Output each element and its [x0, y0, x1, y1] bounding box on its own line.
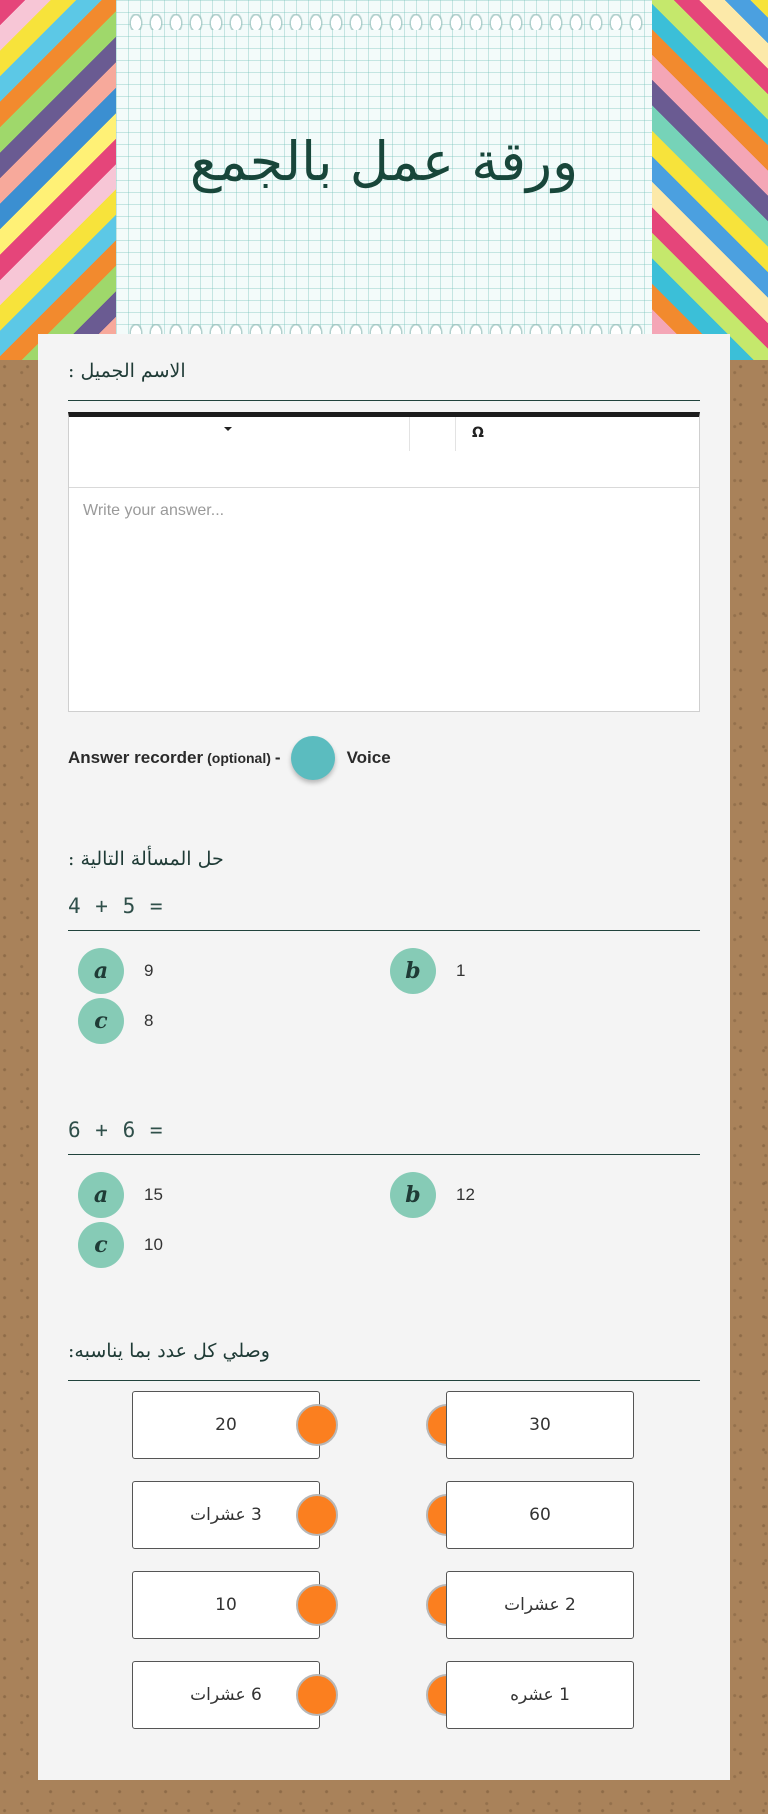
omega-icon[interactable]: Ω — [472, 425, 484, 441]
match-right-item[interactable]: 2 عشرات — [446, 1571, 634, 1639]
q2-option-a[interactable] — [78, 1172, 163, 1218]
answer-recorder — [68, 736, 391, 780]
option-text: 8 — [144, 1011, 154, 1030]
match-left-item[interactable]: 3 عشرات — [132, 1481, 320, 1549]
page-title: ورقة عمل بالجمع — [189, 130, 579, 193]
option-text: 12 — [456, 1185, 475, 1204]
match-left-connector[interactable] — [296, 1404, 338, 1446]
option-text: 10 — [144, 1235, 163, 1254]
chevron-pattern-left — [0, 0, 116, 360]
answer-input[interactable] — [69, 488, 699, 708]
header-banner — [0, 0, 768, 360]
q2-option-b[interactable] — [390, 1172, 475, 1218]
worksheet-card — [38, 334, 730, 1780]
recorder-dash: - — [274, 748, 281, 767]
match-left-item[interactable]: 10 — [132, 1571, 320, 1639]
match-right-item[interactable]: 30 — [446, 1391, 634, 1459]
match-left-connector[interactable] — [296, 1494, 338, 1536]
q2-divider — [68, 1154, 700, 1155]
option-letter-badge: a — [78, 948, 124, 994]
q2-equation: 6 + 6 = — [68, 1118, 164, 1142]
option-letter-badge: b — [390, 1172, 436, 1218]
match-left-item[interactable]: 20 — [132, 1391, 320, 1459]
matching-divider — [68, 1380, 700, 1381]
toolbar-divider — [455, 417, 456, 451]
recorder-optional: (optional) — [207, 750, 271, 766]
match-right-item[interactable]: 60 — [446, 1481, 634, 1549]
match-left-item[interactable]: 6 عشرات — [132, 1661, 320, 1729]
name-question-divider — [68, 400, 700, 401]
notebook-holes-top — [126, 14, 646, 30]
q1-instruction: حل المسألة التالية : — [68, 848, 224, 870]
editor-toolbar — [69, 417, 699, 488]
matching-instruction: وصلي كل عدد بما يناسبه: — [68, 1340, 270, 1362]
option-letter-badge: b — [390, 948, 436, 994]
chevron-pattern-right — [652, 0, 768, 360]
option-letter-badge: a — [78, 1172, 124, 1218]
option-text: 15 — [144, 1185, 163, 1204]
match-left-connector[interactable] — [296, 1584, 338, 1626]
caret-down-icon — [224, 427, 232, 431]
option-letter-badge: c — [78, 998, 124, 1044]
option-text: 1 — [456, 961, 466, 980]
name-question-label: الاسم الجميل : — [68, 360, 186, 382]
match-left-connector[interactable] — [296, 1674, 338, 1716]
match-right-item[interactable]: 1 عشره — [446, 1661, 634, 1729]
q1-option-c[interactable] — [78, 998, 153, 1044]
q2-option-c[interactable] — [78, 1222, 163, 1268]
q1-equation: 4 + 5 = — [68, 894, 164, 918]
q1-option-a[interactable] — [78, 948, 153, 994]
recorder-label: Answer recorder — [68, 748, 204, 767]
voice-label: Voice — [346, 748, 391, 767]
q1-option-b[interactable] — [390, 948, 465, 994]
answer-editor — [68, 412, 700, 712]
option-text: 9 — [144, 961, 154, 980]
record-button[interactable] — [291, 736, 335, 780]
option-letter-badge: c — [78, 1222, 124, 1268]
q1-divider — [68, 930, 700, 931]
format-dropdown[interactable] — [69, 417, 410, 451]
